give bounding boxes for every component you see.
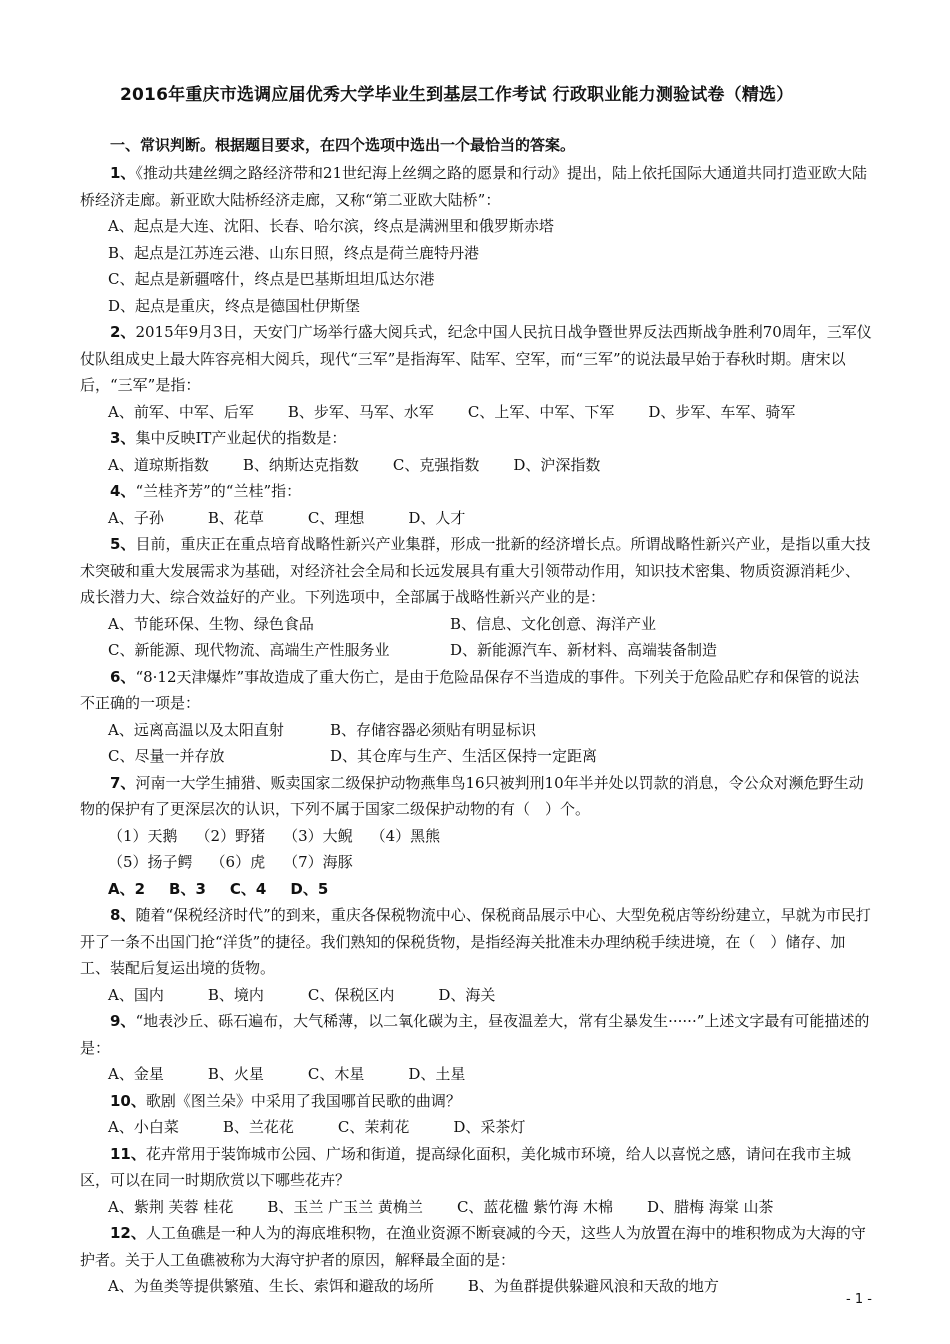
- option-c: C、木星: [307, 1065, 365, 1083]
- question-stem: “地表沙丘、砾石遍布，大气稀薄，以二氧化碳为主，昼夜温差大，常有尘暴发生······”上述文字最有可能描述的是：: [80, 1012, 870, 1057]
- animal-list-row: [80, 849, 872, 876]
- option-c: C、上军、中军、下军: [467, 402, 615, 421]
- option-b: B、境内: [207, 985, 264, 1004]
- option-a: A、金星: [108, 1065, 164, 1083]
- option-b: B、火星: [207, 1065, 264, 1083]
- question-8: [80, 902, 872, 1008]
- option-c: C、新能源、现代物流、高端生产性服务业: [108, 641, 390, 659]
- option-c: C、蓝花楹 紫竹海 木棉: [456, 1197, 613, 1216]
- animal-item: （7）海豚: [283, 853, 353, 871]
- option-d: D、腊梅 海棠 山茶: [646, 1197, 774, 1216]
- option-d: D、步军、车军、骑军: [648, 402, 796, 421]
- option-d: D、其仓库与生产、生活区保持一定距离: [330, 747, 598, 765]
- question-5: [80, 531, 872, 664]
- question-9: [80, 1008, 872, 1088]
- options-row: [80, 1114, 872, 1141]
- option-b: B、为鱼群提供躲避风浪和天敌的地方: [467, 1277, 719, 1295]
- options-row: [80, 982, 872, 1009]
- question-number: 8、: [110, 906, 136, 924]
- question-stem: 目前，重庆正在重点培育战略性新兴产业集群，形成一批新的经济增长点。所谓战略性新兴产业，是指以重大技术突破和重大发展需求为基础，对经济社会全局和长远发展具有重大引领带动作用，知识技术密集、物质资源消耗少、成长潜力大、综合效益好的产业。下列选项中，全部属于战略性新兴产业的是：: [80, 535, 871, 606]
- question-number: 6、: [110, 667, 136, 686]
- option-d: D、起点是重庆，终点是德国杜伊斯堡: [108, 296, 361, 315]
- question-stem: “兰桂齐芳”的“兰桂”指：: [135, 482, 302, 500]
- option-a: A、为鱼类等提供繁殖、生长、索饵和避敌的场所: [108, 1277, 434, 1295]
- option-b: B、纳斯达克指数: [242, 455, 359, 474]
- section-heading: 一、常识判断。根据题目要求，在四个选项中选出一个最恰当的答案。: [110, 136, 576, 154]
- question-2: [80, 319, 872, 425]
- question-number: 1、: [110, 164, 136, 182]
- option-a: A、紫荆 芙蓉 桂花: [108, 1197, 234, 1216]
- options-row: [80, 1194, 872, 1221]
- document-title: 2016年重庆市选调应届优秀大学毕业生到基层工作考试 行政职业能力测验试卷（精选）: [120, 85, 794, 105]
- option-d: D、5: [290, 879, 329, 898]
- question-number: 4、: [110, 482, 136, 500]
- question-number: 10、: [110, 1091, 146, 1110]
- option-c: C、茉莉花: [337, 1118, 410, 1136]
- question-4: [80, 478, 872, 531]
- option-c: C、理想: [307, 508, 365, 527]
- options-row: [80, 1061, 872, 1088]
- options-row: [80, 717, 872, 744]
- options-row: [80, 399, 872, 426]
- option-d: D、沪深指数: [513, 455, 601, 474]
- question-3: [80, 425, 872, 478]
- animal-item: （5）扬子鳄: [108, 853, 193, 871]
- options-row: [80, 637, 872, 664]
- question-6: [80, 664, 872, 770]
- option-a: A、节能环保、生物、绿色食品: [108, 614, 314, 633]
- question-stem: 随着“保税经济时代”的到来，重庆各保税物流中心、保税商品展示中心、大型免税店等纷纷建立，早就为市民打开了一条不出国门抢“洋货”的捷径。我们熟知的保税货物，是指经海关批准未办理纳税手续进境，在（ ）储存、加工、装配后复运出境的货物。: [80, 906, 871, 977]
- option-b: B、存储容器必须贴有明显标识: [330, 720, 537, 739]
- option-b: B、起点是江苏连云港、山东日照，终点是荷兰鹿特丹港: [108, 243, 480, 262]
- option-c: C、4: [229, 879, 267, 898]
- option-b: B、玉兰 广玉兰 黄桷兰: [267, 1197, 423, 1216]
- question-stem: 《推动共建丝绸之路经济带和21世纪海上丝绸之路的愿景和行动》提出，陆上依托国际大通道共同打造亚欧大陆桥经济走廊。新亚欧大陆桥经济走廊，又称“第二亚欧大陆桥”：: [80, 164, 868, 209]
- option-d: D、土星: [408, 1065, 466, 1083]
- option-c: C、起点是新疆喀什，终点是巴基斯坦坦瓜达尔港: [108, 270, 435, 288]
- options-row: [80, 743, 872, 770]
- question-7: [80, 770, 872, 903]
- options-row: [80, 611, 872, 638]
- animal-item: （2）野猪: [195, 826, 266, 845]
- option-a: A、子孙: [108, 508, 164, 527]
- option-b: B、花草: [207, 508, 264, 527]
- animal-item: （1）天鹅: [108, 826, 178, 845]
- option-a: A、2: [108, 879, 146, 898]
- options-row: [80, 505, 872, 532]
- question-number: 12、: [110, 1224, 146, 1242]
- option-a: A、小白菜: [108, 1118, 179, 1136]
- question-stem: 集中反映IT产业起伏的指数是：: [135, 429, 347, 447]
- options-row: [80, 452, 872, 479]
- option-a: A、起点是大连、沈阳、长春、哈尔滨，终点是满洲里和俄罗斯赤塔: [108, 217, 554, 235]
- animal-item: （3）大鲵: [283, 826, 353, 845]
- question-number: 11、: [110, 1144, 146, 1163]
- question-12: [80, 1220, 872, 1300]
- option-d: D、人才: [408, 508, 466, 527]
- question-stem: 花卉常用于装饰城市公园、广场和街道，提高绿化面积，美化城市环境，给人以喜悦之感，请问在我市主城区，可以在同一时期欣赏以下哪些花卉？: [80, 1144, 851, 1189]
- question-number: 3、: [110, 429, 136, 447]
- option-c: C、尽量一并存放: [108, 747, 225, 765]
- options-row: [80, 876, 872, 903]
- animal-item: （4）黑熊: [370, 826, 441, 845]
- question-number: 2、: [110, 323, 136, 341]
- question-stem: 歌剧《图兰朵》中采用了我国哪首民歌的曲调？: [145, 1091, 461, 1110]
- option-a: A、国内: [108, 985, 164, 1004]
- animal-list-row: [80, 823, 872, 850]
- question-stem: 人工鱼礁是一种人为的海底堆积物，在渔业资源不断衰减的今天，这些人为放置在海中的堆积物成为大海的守护者。关于人工鱼礁被称为大海守护者的原因，解释最全面的是：: [80, 1224, 866, 1269]
- option-b: B、兰花花: [222, 1118, 294, 1136]
- question-1: [80, 160, 872, 319]
- option-a: A、前军、中军、后军: [108, 402, 254, 421]
- option-d: D、海关: [438, 985, 496, 1004]
- question-stem: “8·12天津爆炸”事故造成了重大伤亡，是由于危险品保存不当造成的事件。下列关于危险品贮存和保管的说法不正确的一项是：: [80, 667, 860, 712]
- question-10: [80, 1088, 872, 1141]
- question-stem: 2015年9月3日，天安门广场举行盛大阅兵式，纪念中国人民抗日战争暨世界反法西斯战争胜利70周年，三军仪仗队组成史上最大阵容亮相大阅兵，现代“三军”是指海军、陆军、空军，而“三军”的说法最早始于春秋时期。唐宋以后，“三军”是指：: [80, 323, 872, 394]
- question-number: 7、: [110, 773, 136, 792]
- question-list: [80, 160, 872, 1300]
- option-b: B、3: [169, 879, 206, 898]
- question-11: [80, 1141, 872, 1221]
- page-number: - 1 -: [846, 1292, 872, 1307]
- option-d: D、采茶灯: [453, 1118, 526, 1136]
- option-d: D、新能源汽车、新材料、高端装备制造: [450, 641, 718, 659]
- option-a: A、远离高温以及太阳直射: [108, 720, 284, 739]
- options-row: [80, 1273, 872, 1300]
- animal-item: （6）虎: [210, 853, 266, 871]
- option-b: B、信息、文化创意、海洋产业: [450, 614, 657, 633]
- option-a: A、道琼斯指数: [108, 455, 209, 474]
- question-number: 5、: [110, 535, 136, 553]
- question-stem: 河南一大学生捕猎、贩卖国家二级保护动物燕隼鸟16只被判刑10年半并处以罚款的消息，令公众对濒危野生动物的保护有了更深层次的认识，下列不属于国家二级保护动物的有（ ）个。: [80, 773, 864, 818]
- option-b: B、步军、马军、水军: [287, 402, 434, 421]
- option-c: C、保税区内: [307, 985, 395, 1004]
- option-c: C、克强指数: [392, 455, 480, 474]
- question-number: 9、: [110, 1012, 136, 1030]
